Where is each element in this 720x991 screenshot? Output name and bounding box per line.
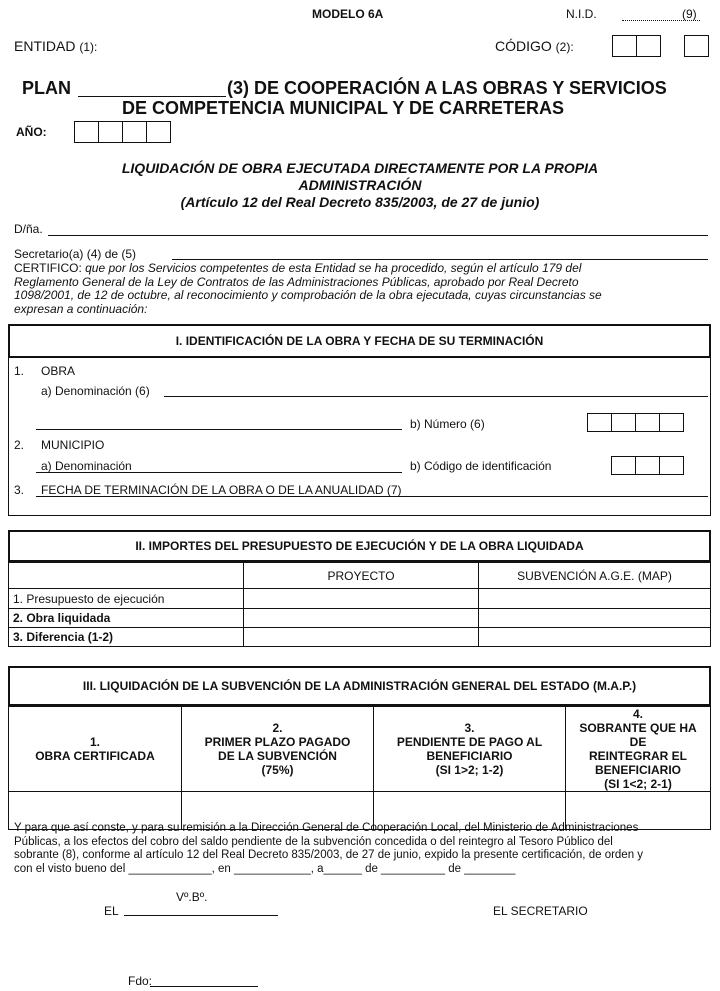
col-subvencion: SUBVENCIÓN A.G.E. (MAP)	[479, 563, 711, 589]
section-2-title: II. IMPORTES DEL PRESUPUESTO DE EJECUCIÓN Y DE LA OBRA LIQUIDADA	[8, 530, 711, 562]
obra-denominacion-field[interactable]	[164, 396, 708, 397]
cell-presupuesto-proyecto[interactable]	[244, 589, 479, 609]
closing-text: Y para que así conste, y para su remisión a la Dirección General de Cooperación Local, del Ministerio de Administraciones Públicas, a los efectos del cobro del saldo pendiente de la subvención concedida o del reintegro al Tesoro Público del sobrante (8), conforme al artículo 12 del Real Decreto 835/2003, de 27 de junio, expido la presente certificación, de orden y con el visto bueno del _____________, en ____________, a______ de __________ de ________	[14, 822, 644, 875]
municipio-num: 2.	[14, 438, 25, 452]
obra-denominacion-label: a) Denominación (6)	[41, 384, 150, 398]
col-proyecto: PROYECTO	[244, 563, 479, 589]
modelo-label: MODELO 6A	[312, 7, 384, 21]
ano-boxes[interactable]	[74, 121, 171, 143]
cell-obra-liquidada-proyecto[interactable]	[244, 609, 479, 628]
municipio-denominacion-field[interactable]	[36, 472, 402, 473]
plan-field[interactable]	[78, 96, 226, 97]
dna-field[interactable]	[48, 235, 708, 236]
nid-label: N.I.D.	[566, 7, 597, 21]
fdo-field[interactable]	[150, 986, 258, 987]
obra-num: 1.	[14, 364, 25, 378]
municipio-denominacion-label: a) Denominación	[41, 459, 132, 473]
section-2-table	[8, 562, 711, 647]
obra-numero-boxes[interactable]	[587, 413, 684, 432]
row-presupuesto: 1. Presupuesto de ejecución	[9, 589, 244, 609]
ano-label: AÑO:	[16, 125, 47, 139]
row-obra-liquidada: 2. Obra liquidada	[9, 609, 244, 628]
fecha-label: FECHA DE TERMINACIÓN DE LA OBRA O DE LA ANUALIDAD (7)	[41, 483, 402, 497]
cell-presupuesto-subvencion[interactable]	[479, 589, 711, 609]
nid-ref: (9)	[682, 7, 697, 21]
section-3-title: III. LIQUIDACIÓN DE LA SUBVENCIÓN DE LA ADMINISTRACIÓN GENERAL DEL ESTADO (M.A.P.)	[8, 666, 711, 706]
section-3-table	[8, 706, 711, 830]
col-pendiente-pago: 3. PENDIENTE DE PAGO AL BENEFICIARIO (SI 1>2; 1-2)	[374, 707, 566, 792]
title-line1: (3) DE COOPERACIÓN A LAS OBRAS Y SERVICIOS	[227, 78, 667, 98]
secretario-sign-label: EL SECRETARIO	[493, 904, 588, 918]
cell-diferencia-proyecto[interactable]	[244, 628, 479, 647]
secretario-label: Secretario(a) (4) de (5)	[14, 247, 137, 261]
municipio-codigo-label: b) Código de identificación	[410, 459, 552, 473]
col-primer-plazo: 2. PRIMER PLAZO PAGADO DE LA SUBVENCIÓN (75%)	[182, 707, 374, 792]
cell-diferencia-subvencion[interactable]	[479, 628, 711, 647]
cell-obra-liquidada-subvencion[interactable]	[479, 609, 711, 628]
obra-label: OBRA	[41, 364, 76, 378]
obra-denominacion-field-2[interactable]	[36, 429, 402, 430]
dna-label: D/ña.	[14, 222, 43, 236]
vobo-label: Vº.Bº.	[176, 890, 208, 904]
obra-numero-label: b) Número (6)	[410, 417, 485, 431]
secretario-field[interactable]	[172, 259, 708, 260]
col-obra-certificada: 1. OBRA CERTIFICADA	[9, 707, 182, 792]
row-diferencia: 3. Diferencia (1-2)	[9, 628, 244, 647]
codigo-boxes[interactable]	[612, 35, 661, 57]
municipio-label: MUNICIPIO	[41, 438, 105, 452]
certifico-text: CERTIFICO: que por los Servicios competentes de esta Entidad se ha procedido, según el artículo 179 del Reglamento General de la Ley de Contratos de las Administraciones Públicas, aprobado por Real Decreto 1098/2001, de 12 de octubre, al reconocimiento y comprobación de la obra ejecutada, cuyas circunstancias se expresan a continuación:	[14, 261, 602, 316]
section-1-title: I. IDENTIFICACIÓN DE LA OBRA Y FECHA DE SU TERMINACIÓN	[8, 324, 711, 358]
el-field[interactable]	[124, 915, 278, 916]
col-sobrante: 4. SOBRANTE QUE HA DE REINTEGRAR EL BENEFICIARIO (SI 1<2; 2-1)	[566, 707, 711, 792]
fdo-label: Fdo:	[128, 974, 153, 988]
subtitle: LIQUIDACIÓN DE OBRA EJECUTADA DIRECTAMENTE POR LA PROPIA ADMINISTRACIÓN (Artículo 12 del Real Decreto 835/2003, de 27 de junio)	[121, 160, 599, 210]
el-label: EL	[104, 904, 119, 918]
entidad-label: ENTIDAD (1):	[14, 38, 98, 54]
title-line2: DE COMPETENCIA MUNICIPAL Y DE CARRETERAS	[122, 98, 565, 118]
fecha-num: 3.	[14, 483, 25, 497]
plan-label: PLAN	[22, 78, 71, 98]
codigo-box-extra[interactable]	[684, 35, 709, 57]
codigo-label: CÓDIGO (2):	[495, 38, 574, 54]
fecha-field[interactable]	[36, 496, 708, 497]
municipio-codigo-boxes[interactable]	[611, 456, 684, 475]
